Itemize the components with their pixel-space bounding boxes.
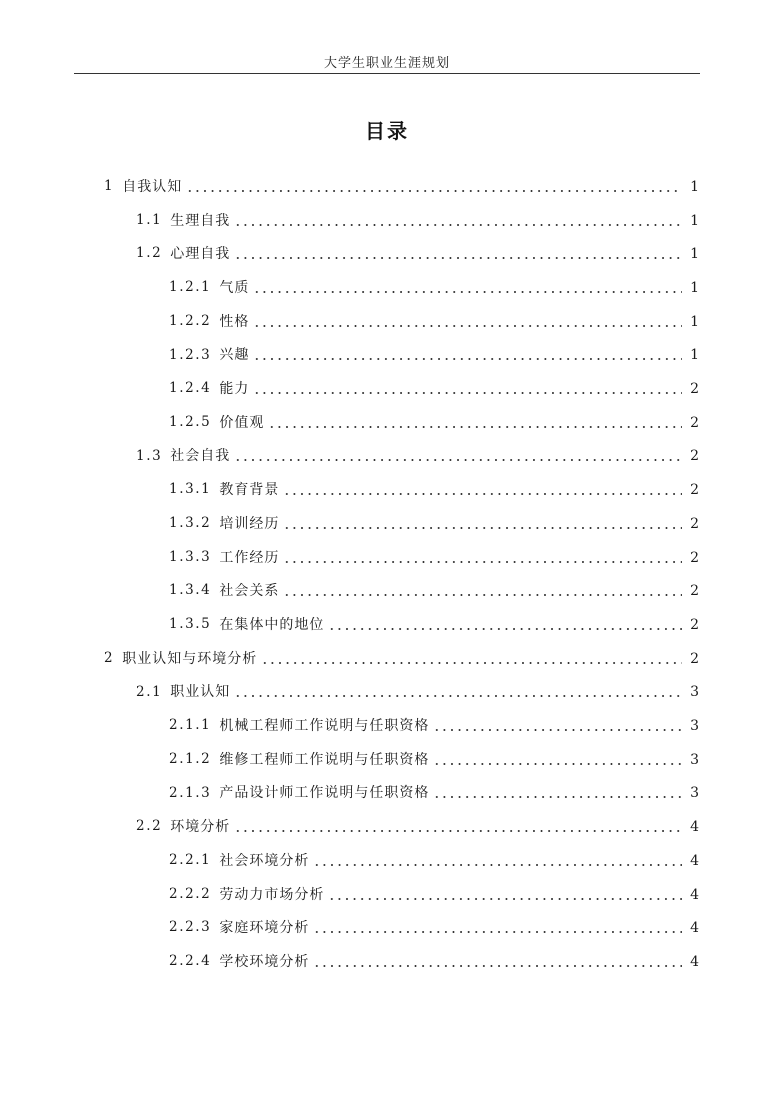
toc-entry-number: 2.2.4 — [169, 953, 212, 970]
toc-entry-number: 2.1.1 — [169, 717, 212, 734]
toc-entry-page-number: 4 — [690, 920, 700, 937]
toc-entry-title: 职业认知与环境分析 — [122, 650, 258, 667]
toc-entry[interactable] — [169, 743, 700, 777]
toc-dot-leader — [186, 190, 682, 192]
toc-entry-title: 社会关系 — [219, 583, 280, 600]
header-divider — [74, 73, 700, 74]
toc-entry-title: 家庭环境分析 — [219, 920, 310, 937]
toc-entry-number: 2.2.1 — [169, 852, 212, 869]
toc-entry-number: 1.3.2 — [169, 515, 212, 532]
toc-entry-number: 2.1 — [136, 683, 163, 700]
toc-entry-page-number: 2 — [690, 381, 700, 398]
toc-entry-page-number: 2 — [690, 414, 700, 431]
toc-entry-number: 1.2.2 — [169, 312, 212, 329]
toc-entry-title: 劳动力市场分析 — [219, 886, 325, 903]
toc-dot-leader — [234, 224, 682, 226]
toc-entry-title: 价值观 — [219, 414, 265, 431]
toc-entry-page-number: 2 — [690, 650, 700, 667]
toc-entry-page-number: 4 — [690, 819, 700, 836]
toc-entry-title: 职业认知 — [170, 684, 231, 701]
toc-entry[interactable] — [169, 945, 700, 979]
toc-entry-title: 维修工程师工作说明与任职资格 — [219, 751, 430, 768]
toc-entry-title: 气质 — [219, 279, 250, 296]
toc-entry[interactable] — [169, 305, 700, 339]
toc-dot-leader — [253, 291, 682, 293]
toc-entry[interactable] — [169, 406, 700, 440]
toc-entry-number: 1.2 — [136, 245, 163, 262]
toc-entry[interactable] — [169, 878, 700, 912]
toc-dot-leader — [283, 561, 682, 563]
toc-entry-page-number: 2 — [690, 549, 700, 566]
toc-dot-leader — [283, 527, 682, 529]
toc-entry-number: 1.3.3 — [169, 548, 212, 565]
toc-dot-leader — [328, 898, 682, 900]
toc-entry-page-number: 2 — [690, 482, 700, 499]
toc-dot-leader — [253, 392, 682, 394]
toc-dot-leader — [253, 358, 682, 360]
toc-entry-title: 性格 — [219, 313, 250, 330]
toc-entry[interactable] — [169, 777, 700, 811]
toc-entry-number: 2 — [104, 649, 115, 666]
toc-entry-title: 学校环境分析 — [219, 953, 310, 970]
toc-dot-leader — [253, 325, 682, 327]
toc-entry[interactable] — [136, 810, 700, 844]
toc-title: 目录 — [365, 119, 409, 143]
toc-entry-page-number: 1 — [690, 347, 700, 364]
toc-entry-page-number: 2 — [690, 583, 700, 600]
toc-entry-page-number: 1 — [690, 246, 700, 263]
toc-entry-number: 2.1.2 — [169, 750, 212, 767]
toc-entry[interactable] — [169, 911, 700, 945]
toc-entry-number: 1.2.5 — [169, 413, 212, 430]
toc-entry-number: 1.3 — [136, 447, 163, 464]
toc-entry-title: 培训经历 — [219, 515, 280, 532]
toc-entry-number: 1.3.5 — [169, 616, 212, 633]
toc-dot-leader — [283, 493, 682, 495]
toc-entry-number: 1 — [104, 178, 115, 195]
toc-entry[interactable] — [169, 608, 700, 642]
toc-entry[interactable] — [136, 237, 700, 271]
toc-entry-title: 心理自我 — [170, 246, 231, 263]
toc-entry[interactable] — [136, 204, 700, 238]
toc-entry-title: 教育背景 — [219, 482, 280, 499]
toc-entry-page-number: 4 — [690, 852, 700, 869]
toc-entry[interactable] — [169, 271, 700, 305]
toc-entry-number: 2.2.2 — [169, 885, 212, 902]
toc-entry[interactable] — [169, 709, 700, 743]
toc-entry-number: 1.2.3 — [169, 346, 212, 363]
toc-entry-page-number: 1 — [690, 313, 700, 330]
toc-entry-title: 环境分析 — [170, 819, 231, 836]
toc-dot-leader — [268, 426, 682, 428]
toc-entry-title: 社会自我 — [170, 448, 231, 465]
toc-dot-leader — [433, 796, 682, 798]
toc-dot-leader — [313, 864, 682, 866]
toc-entry-number: 1.3.1 — [169, 481, 212, 498]
toc-entry-title: 产品设计师工作说明与任职资格 — [219, 785, 430, 802]
toc-entry-number: 1.2.4 — [169, 380, 212, 397]
toc-dot-leader — [234, 257, 682, 259]
toc-entry[interactable] — [169, 372, 700, 406]
toc-entry-page-number: 3 — [690, 751, 700, 768]
toc-entry[interactable] — [169, 541, 700, 575]
toc-entry-number: 1.3.4 — [169, 582, 212, 599]
toc-dot-leader — [234, 695, 682, 697]
toc-entry-title: 机械工程师工作说明与任职资格 — [219, 718, 430, 735]
toc-entry-number: 1.2.1 — [169, 279, 212, 296]
toc-entry[interactable] — [169, 574, 700, 608]
toc-entry-page-number: 4 — [690, 886, 700, 903]
toc-entry-page-number: 3 — [690, 785, 700, 802]
toc-entry-title: 自我认知 — [122, 178, 183, 195]
toc-entry[interactable] — [169, 844, 700, 878]
toc-dot-leader — [313, 965, 682, 967]
toc-entry-page-number: 3 — [690, 684, 700, 701]
toc-dot-leader — [433, 763, 682, 765]
toc-entry-page-number: 1 — [690, 279, 700, 296]
toc-entry-number: 1.1 — [136, 211, 163, 228]
toc-entry-title: 在集体中的地位 — [219, 616, 325, 633]
toc-entry[interactable] — [104, 170, 700, 204]
toc-entry-title: 工作经历 — [219, 549, 280, 566]
running-header-title: 大学生职业生涯规划 — [323, 56, 450, 71]
toc-entry[interactable] — [136, 440, 700, 474]
toc-dot-leader — [234, 830, 682, 832]
toc-entry-title: 兴趣 — [219, 347, 250, 364]
toc-entry[interactable] — [169, 473, 700, 507]
toc-entry-title: 生理自我 — [170, 212, 231, 229]
toc-entry-page-number: 2 — [690, 616, 700, 633]
toc-entry-page-number: 1 — [690, 178, 700, 195]
toc-entry[interactable] — [104, 642, 700, 676]
toc-entry[interactable] — [169, 339, 700, 373]
toc-entry-title: 社会环境分析 — [219, 852, 310, 869]
toc-entry-page-number: 4 — [690, 953, 700, 970]
toc-entry-number: 2.2.3 — [169, 919, 212, 936]
toc-entry-page-number: 2 — [690, 515, 700, 532]
toc-dot-leader — [313, 931, 682, 933]
toc-dot-leader — [433, 729, 682, 731]
toc-entry-number: 2.2 — [136, 818, 163, 835]
toc-entry[interactable] — [169, 507, 700, 541]
toc-dot-leader — [234, 459, 682, 461]
toc-entry-page-number: 3 — [690, 718, 700, 735]
toc-dot-leader — [283, 594, 682, 596]
toc-entry-page-number: 1 — [690, 212, 700, 229]
toc-entry-page-number: 2 — [690, 448, 700, 465]
toc-entry[interactable] — [136, 676, 700, 710]
toc-dot-leader — [261, 662, 682, 664]
toc-entry-number: 2.1.3 — [169, 784, 212, 801]
toc-dot-leader — [328, 628, 682, 630]
toc-entry-title: 能力 — [219, 381, 250, 398]
